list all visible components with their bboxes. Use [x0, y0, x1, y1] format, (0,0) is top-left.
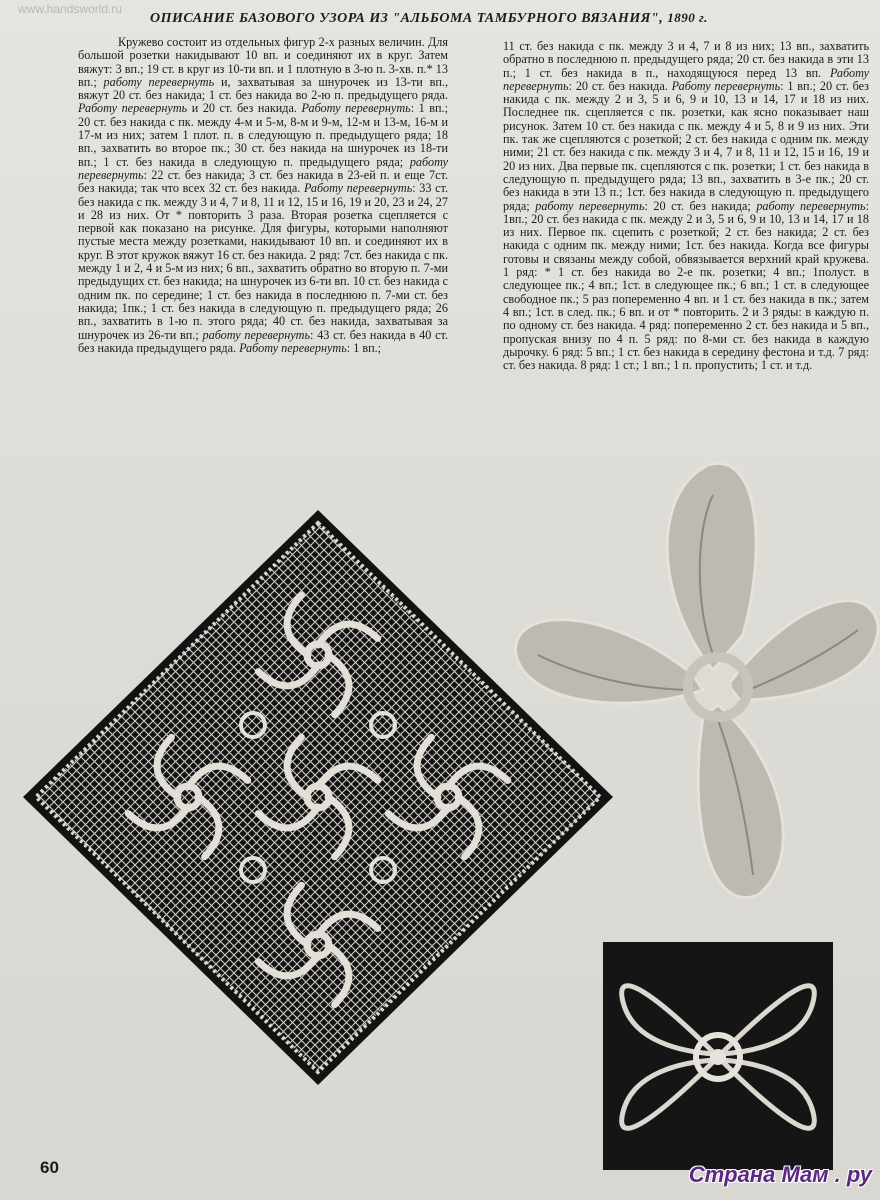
instruction-emphasis: Работу перевернуть — [239, 340, 347, 355]
instruction-emphasis: работу перевернуть — [202, 327, 311, 342]
lace-flower-closeup — [508, 455, 880, 915]
instruction-emphasis: работу перевернуть — [103, 74, 215, 89]
site-watermark: www.handsworld.ru — [18, 2, 123, 16]
instruction-emphasis: работу перевернуть — [756, 198, 866, 213]
article-title: ОПИСАНИЕ БАЗОВОГО УЗОРА ИЗ "АЛЬБОМА ТАМБУРНОГО ВЯЗАНИЯ", — [150, 11, 664, 26]
page-number: 60 — [40, 1158, 59, 1177]
pattern-description-part-2: 11 ст. без накида с пк. между 3 и 4, 7 и 8 из них; 13 вп., захватить обратно в последнюю п. предыдущего ряда; 20 ст. без накида в эти 13 п.; 1 ст. без накида в п., находящуюся перед 13 вп. Работу перевернуть: 20 ст. без накида. Работу перевернуть: 1 вп.; 20 ст. без накида с пк. между 2 и 3, 5 и 6, 9 и 10, 13 и 14, 17 и 18 из них. Последнее пк. сцепляется с пк. розетки, как ясно показывает наш рисунок. Затем 10 ст. без накида с пк. между 4 и 5, 8 и 9 из них. Эти пк. так же сцепляются с розеткой; 2 ст. без накида с одним пк. между ними; 21 ст. без накида с пк. между 3 и 4, 7 и 8, 11 и 12, 15 и 16, 19 и 20 из них. Два первые пк. сцепляются с пк. розетки; 1 ст. без накида в следующую п. предыдущего ряда; 13 вп., захватить в 3-е пк.; 20 ст. без накида в эти 13 п.; 1ст. без накида в следующую п. предыдущего ряда; работу перевернуть: 20 ст. без накида; работу перевернуть: 1вп.; 20 ст. без накида с пк. между 2 и 3, 5 и 6, 9 и 10, 13 и 14, 17 и 18 из них. Первое пк. сцепить с розеткой; 2 ст. без накида; 2 ст. без накида с одним пк. между ними; 1ст. без накида. Когда все фигуры готовы и связаны между собой, обвязывается верхний край кружева. 1 ряд: * 1 ст. без накида во 2-е пк. розетки; 4 вп.; 1полуст. в следующее пк.; 4 вп.; 1ст. в следующее пк.; 6 вп.; 1 ст. в следующее свободное пк.; 5 раз попеременно 4 вп. и 1 ст. без накида в пк.; затем 4 вп.; 1ст. в след. пк.; 6 вп. и от * повторить. 2 и 3 ряды: в каждую п. по одному ст. без накида. 4 ряд: попеременно 2 ст. без накида и 5 вп., пропуская внизу по 4 п. 5 ряд: по 8-ми ст. без накида в каждую дырочку. 6 ряд: 5 вп.; 1 ст. без накида в середину фестона и т.д. 7 ряд: ст. без накида. 8 ряд: 1 ст.; 1 вп.; 1 п. пропустить; 1 ст. и т.д. — [503, 39, 869, 373]
text-column-right — [503, 40, 869, 372]
text-column-left — [78, 36, 448, 355]
instruction-emphasis: Работу перевернуть — [303, 181, 413, 196]
pattern-description-part-1: Кружево состоит из отдельных фигур 2-х разных величин. Для большой розетки накидывают 10 вп. и соединяют их в круг. Затем вяжут: 3 вп.; 19 ст. в круг из 10-ти вп. и 1 плотную в 3-ю п. 3-хв. п.* 13 вп.; работу перевернуть и, захватывая за шнурочек из 13-ти вп., вяжут 20 ст. без накида; 1 ст. без накида во 2-ю п. предыдущего ряда. Работу перевернуть и 20 ст. без накида. Работу перевернуть: 1 вп.; 20 ст. без накида с пк. между 4-м и 5-м, 8-м и 9-м, 12-м и 13-м, 16-м и 17-м из них; затем 1 плот. п. в следующую п. предыдущего ряда; 18 вп., захватить во второе пк.; 30 ст. без накида на шнурочек из 18-ти вп.; 1 ст. без накида в следующую п. предыдущего ряда; работу перевернуть: 22 ст. без накида; 3 ст. без накида в 23-ей п. и еще 7ст. без накида; так что всех 32 ст. без накида. Работу перевернуть: 33 ст. без накида с пк. между 3 и 4, 7 и 8, 11 и 12, 15 и 16, 19 и 20, 23 и 24, 27 и 28 из них. От * повторить 3 раза. Вторая розетка сцепляется с первой как показано на рисунке. Для фигуры, которыми наполняют пустые места между розетками, накидывают 10 вп. и соединяют их в круг. В этот кружок вяжут 16 ст. без накида. 2 ряд: 7ст. без накида с пк. между 1 и 2, 4 и 5-м из них; 6 вп., захватить обратно во вторую п. 7-ми предыдущих ст. без накида; на шнурочек из 6-ти вп. 10 ст. без накида с одним пк. по середине; 1 ст. без накида в последнюю п. 7-ми ст. без накида; 1пк.; 1 ст. без накида в следующую п. предыдущего ряда; 26 вп., захватить в 1-ю п. этого ряда; 40 ст. без накида, захватывая за шнурочек из 26-ти вп.; работу перевернуть: 43 ст. без накида в 40 ст. без накида предыдущего ряда. Работу перевернуть: 1 вп.; — [78, 35, 448, 355]
site-logo-watermark: Страна Мам . ру — [688, 1162, 872, 1187]
instruction-emphasis: Работу перевернуть — [503, 65, 869, 93]
instruction-emphasis: Работу перевернуть — [301, 101, 411, 116]
instruction-emphasis: Работу перевернуть — [78, 101, 188, 116]
lace-motif-photo — [603, 942, 833, 1170]
article-header — [150, 10, 870, 27]
instruction-emphasis: Работу перевернуть — [671, 78, 781, 93]
instruction-emphasis: работу перевернуть — [78, 154, 448, 182]
article-year: 1890 г. — [667, 10, 708, 25]
instruction-emphasis: работу перевернуть — [535, 198, 645, 213]
